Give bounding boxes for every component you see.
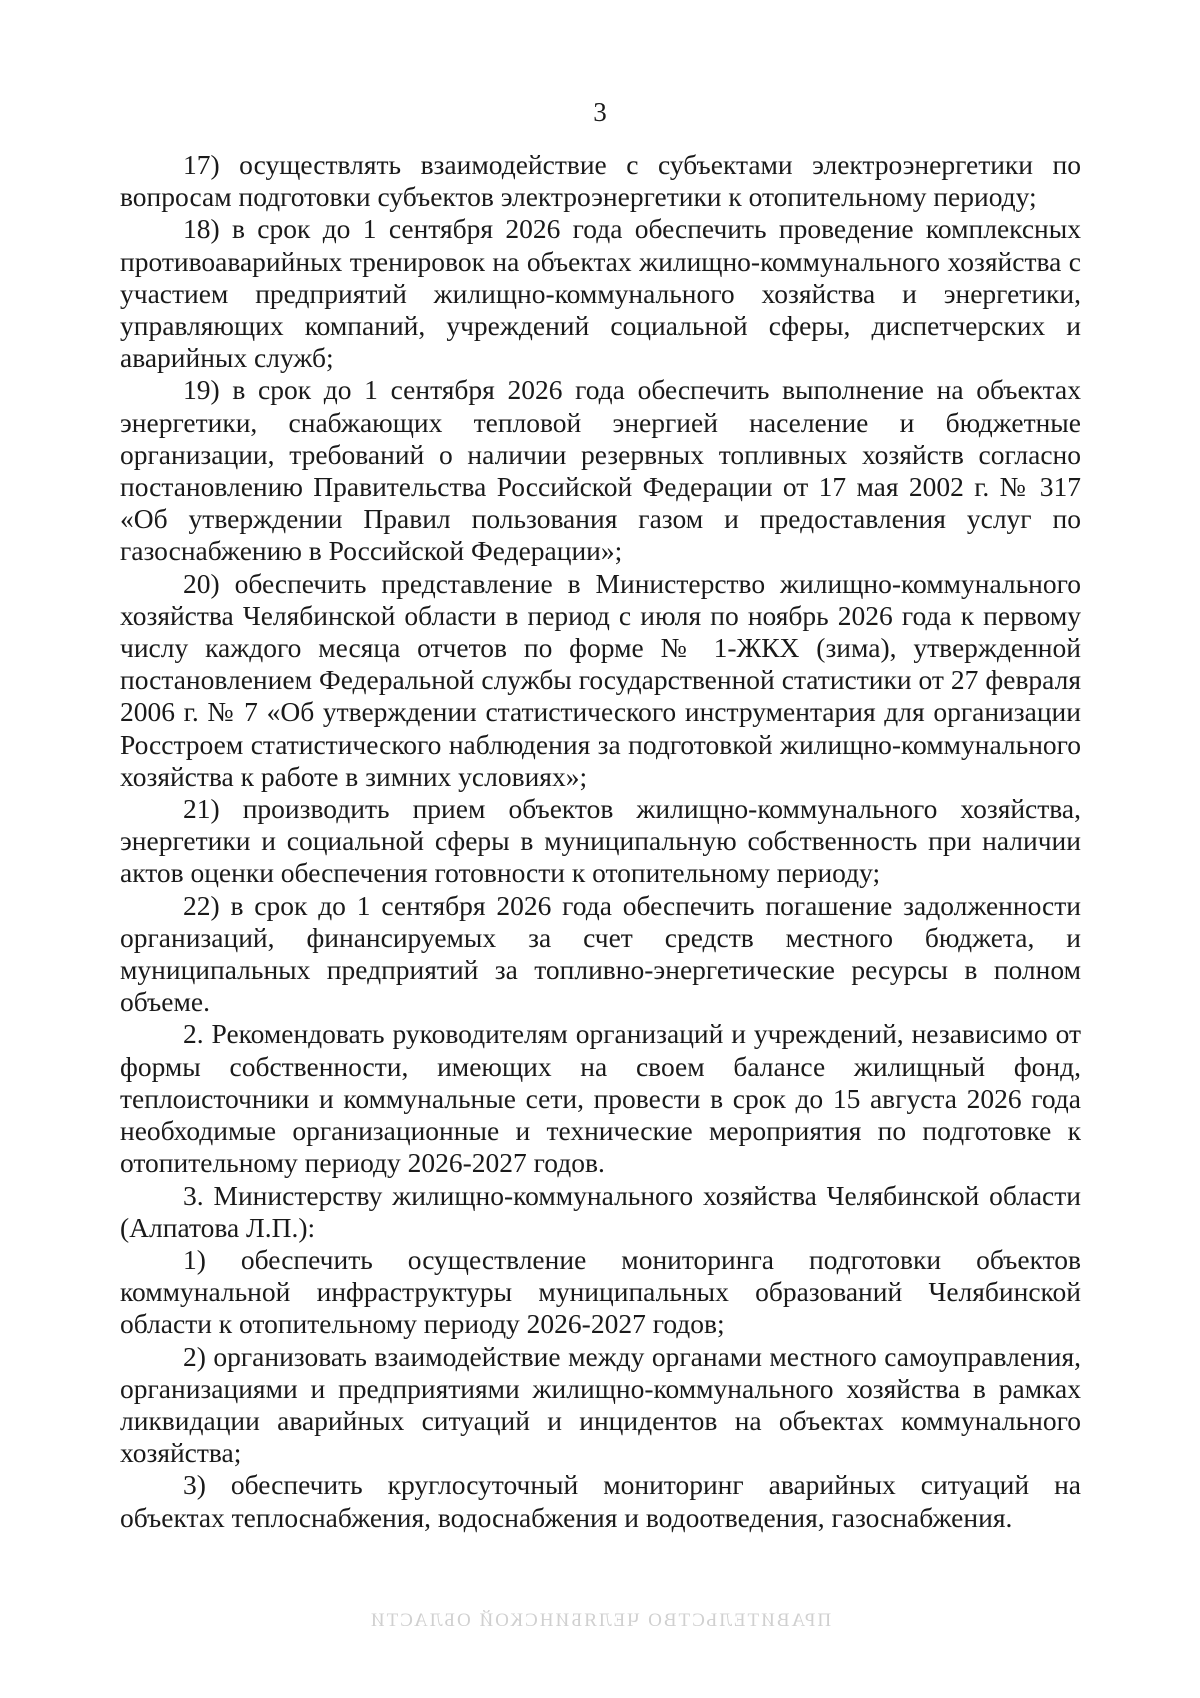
paragraph-item-22: 22) в срок до 1 сентября 2026 года обеспечить погашение задолженности организаций, финансируемых за счет средств местного бюджета, и муниципальных предприятий за топливно-энергетические ресурсы в полном объеме. [120,889,1081,1018]
paragraph-section-3: 3. Министерству жилищно-коммунального хозяйства Челябинской области (Алпатова Л.П.): [120,1179,1081,1243]
paragraph-section-3-item-2: 2) организовать взаимодействие между органами местного самоуправления, организациями и предприятиями жилищно-коммунального хозяйства в рамках ликвидации аварийных ситуаций и инцидентов на объектах коммунального хозяйства; [120,1340,1081,1469]
paragraph-section-3-item-3: 3) обеспечить круглосуточный мониторинг аварийных ситуаций на объектах теплоснабжения, водоснабжения и водоотведения, газоснабжения. [120,1469,1081,1533]
paragraph-item-18: 18) в срок до 1 сентября 2026 года обеспечить проведение комплексных противоаварийных тренировок на объектах жилищно-коммунального хозяйства с участием предприятий жилищно-коммунального хозяйства и энергетики, управляющих компаний, учреждений социальной сферы, диспетчерских и аварийных служб; [120,213,1081,374]
paragraph-item-21: 21) производить прием объектов жилищно-коммунального хозяйства, энергетики и социальной сферы в муниципальную собственность при наличии актов оценки обеспечения готовности к отопительному периоду; [120,793,1081,889]
paragraph-item-19: 19) в срок до 1 сентября 2026 года обеспечить выполнение на объектах энергетики, снабжающих тепловой энергией население и бюджетные организации, требований о наличии резервных топливных хозяйств согласно постановлению Правительства Российской Федерации от 17 мая 2002 г. № 317 «Об утверждении Правил пользования газом и предоставления услуг по газоснабжению в Российской Федерации»; [120,374,1081,567]
document-body [120,149,1081,1534]
paragraph-item-17: 17) осуществлять взаимодействие с субъектами электроэнергетики по вопросам подготовки субъектов электроэнергетики к отопительному периоду; [120,149,1081,213]
paragraph-item-20: 20) обеспечить представление в Министерство жилищно-коммунального хозяйства Челябинской области в период с июля по ноябрь 2026 года к первому числу каждого месяца отчетов по форме № 1-ЖКХ (зима), утвержденной постановлением Федеральной службы государственной статистики от 27 февраля 2006 г. № 7 «Об утверждении статистического инструментария для организации Росстроем статистического наблюдения за подготовкой жилищно-коммунального хозяйства к работе в зимних условиях»; [120,567,1081,792]
paragraph-section-2: 2. Рекомендовать руководителям организаций и учреждений, независимо от формы собственности, имеющих на своем балансе жилищный фонд, теплоисточники и коммунальные сети, провести в срок до 15 августа 2026 года необходимые организационные и технические мероприятия по подготовке к отопительному периоду 2026-2027 годов. [120,1018,1081,1179]
paragraph-section-3-item-1: 1) обеспечить осуществление мониторинга подготовки объектов коммунальной инфраструктуры муниципальных образований Челябинской области к отопительному периоду 2026-2027 годов; [120,1243,1081,1340]
bleed-through-text: ПРАВИТЕЛЬСТВО ЧЕЛЯБИНСКОЙ ОБЛАСТИ [368,1610,832,1631]
page-number: 3 [593,97,607,127]
